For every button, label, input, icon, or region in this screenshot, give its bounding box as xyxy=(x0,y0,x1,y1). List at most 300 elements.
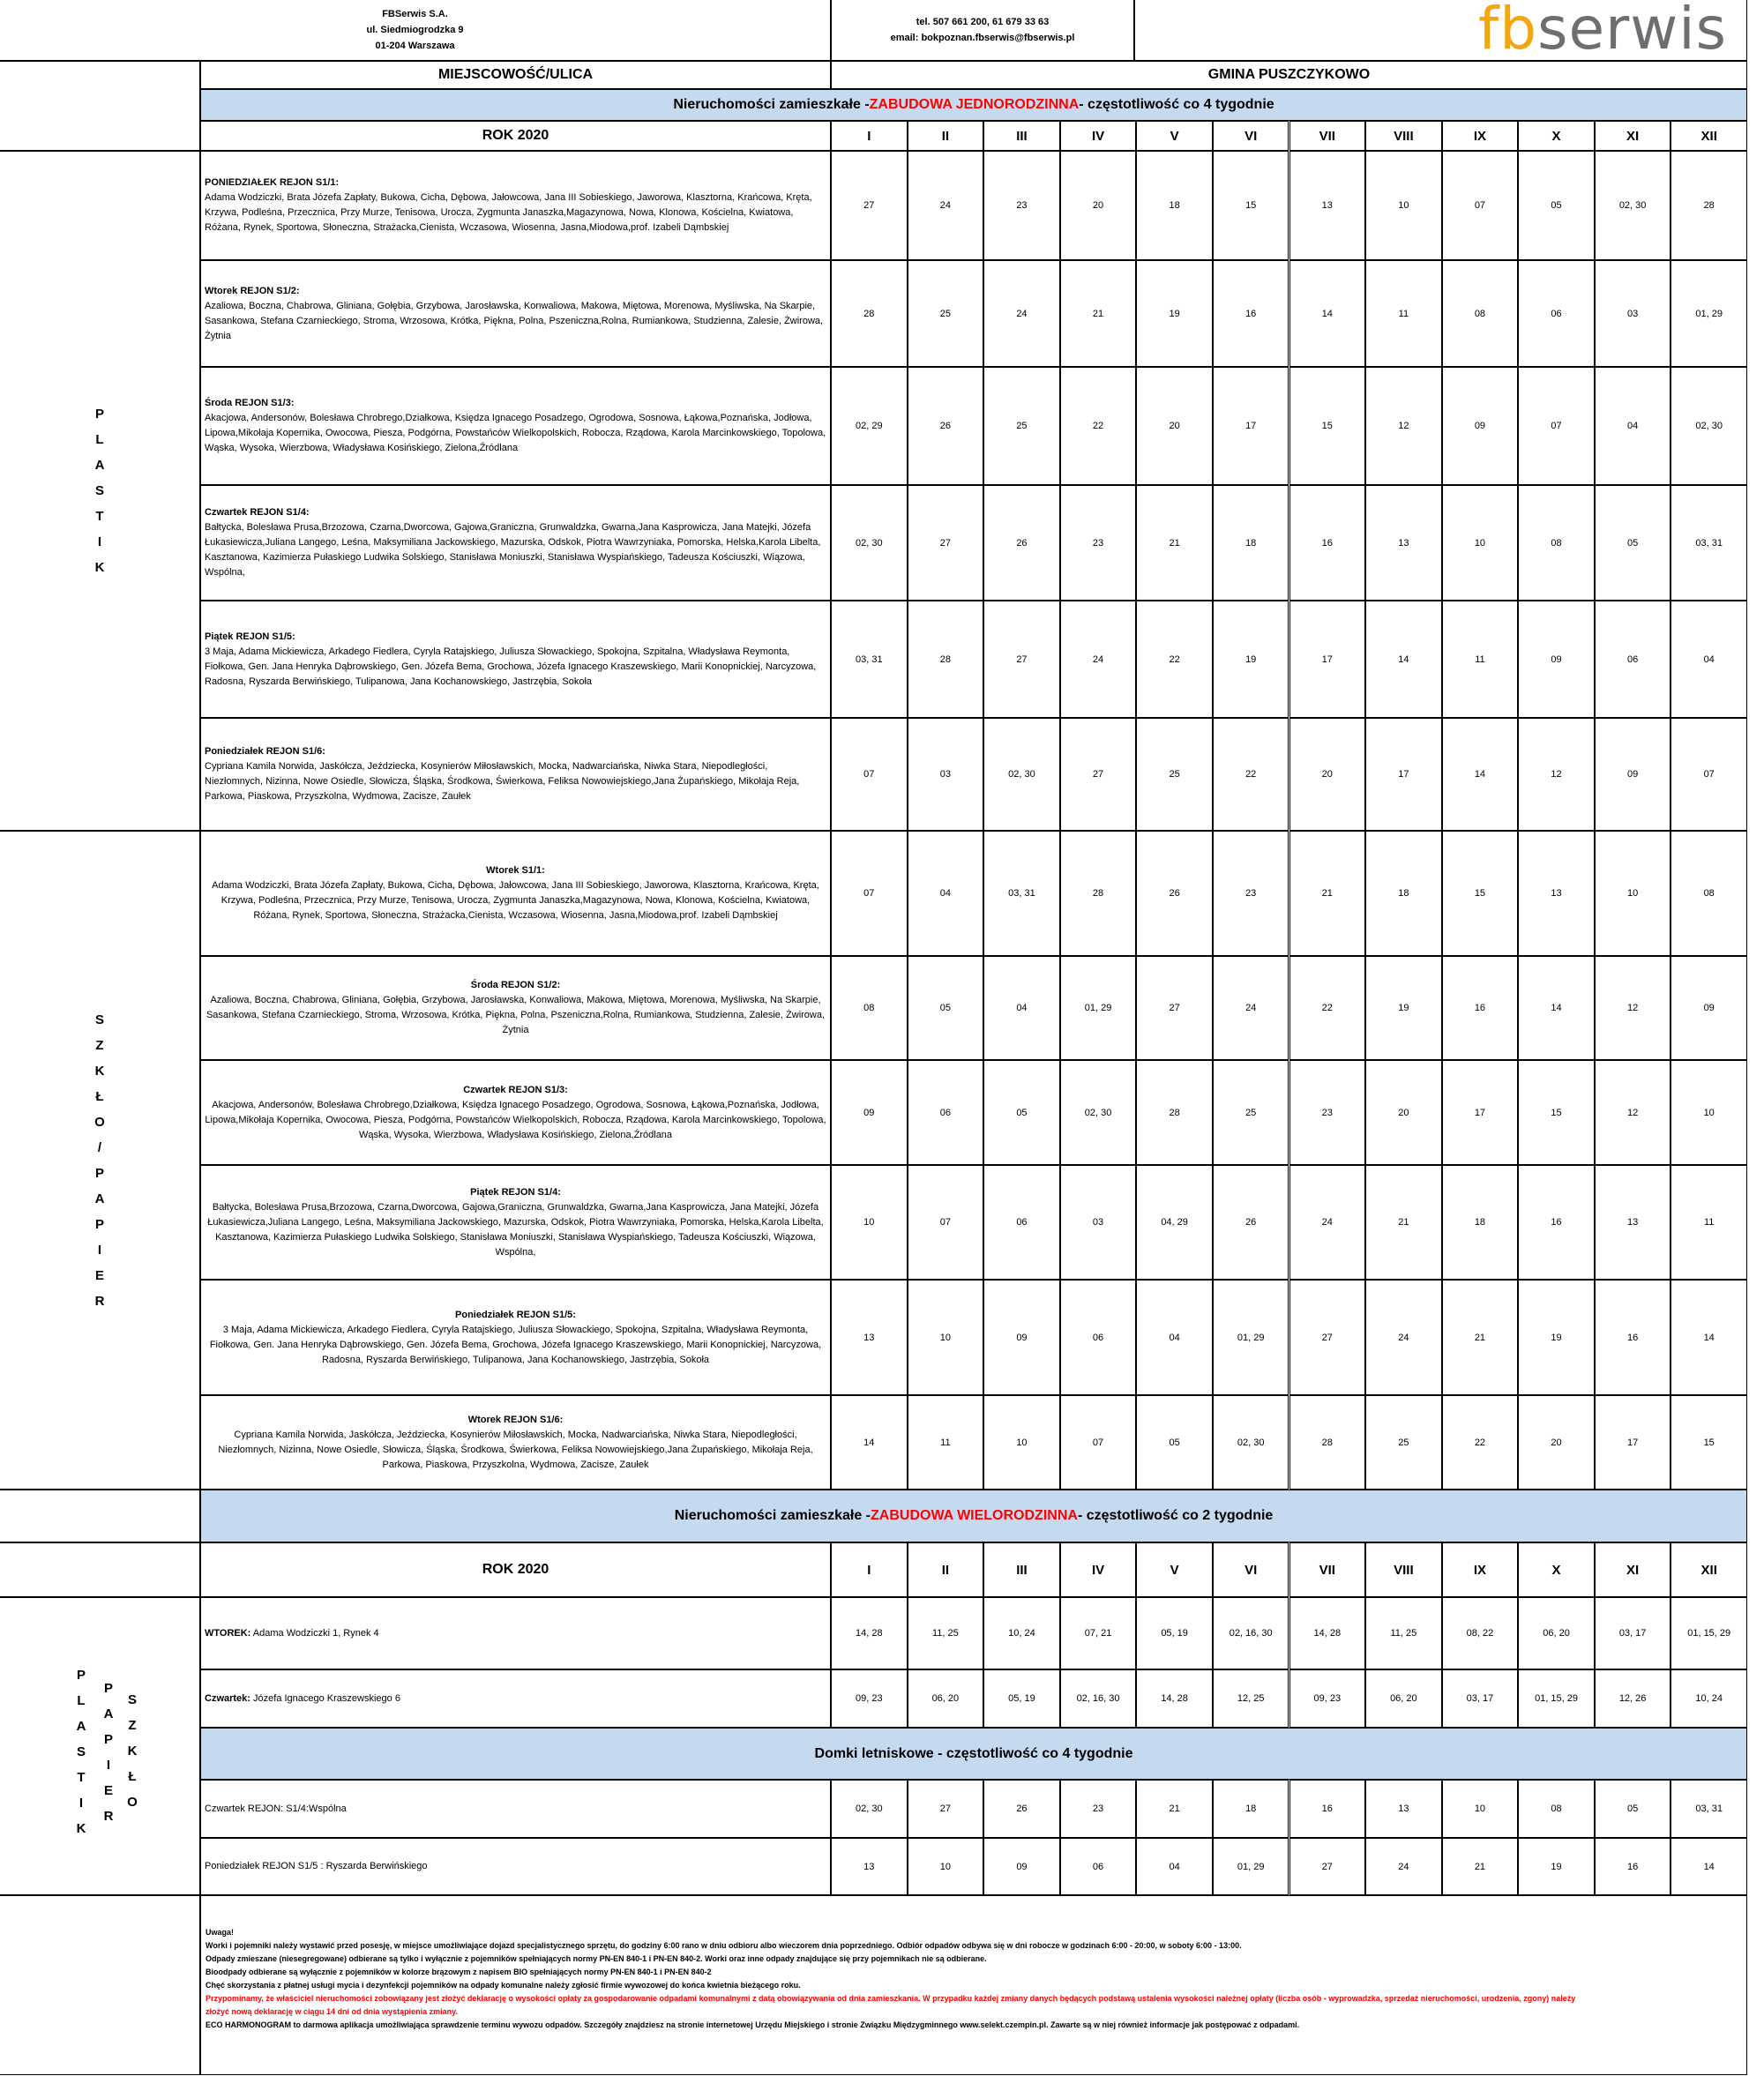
date-cell xyxy=(1365,151,1442,260)
date-cell xyxy=(1136,1060,1213,1165)
date-value: 16 xyxy=(1321,537,1333,549)
date-cell xyxy=(1365,956,1442,1060)
szklo-row-5-description xyxy=(201,1308,830,1368)
date-cell xyxy=(1595,1597,1671,1669)
date-value: 23 xyxy=(1092,537,1104,549)
company-info-cell xyxy=(0,0,831,61)
date-value: 20 xyxy=(1169,421,1180,431)
group-letter: P xyxy=(103,1732,113,1747)
group-letter: R xyxy=(103,1809,114,1824)
section1-title-text-b: - częstotliwość co 4 tygodnie xyxy=(1079,97,1274,112)
date-value: 06, 20 xyxy=(1390,1693,1417,1704)
plastik-letter: S xyxy=(94,483,104,498)
date-cell xyxy=(983,1060,1060,1165)
plastik-letter: P xyxy=(94,407,104,422)
h1-year-label: ROK 2020 xyxy=(482,128,549,143)
month-label: IV xyxy=(1091,1562,1105,1578)
date-value: 21 xyxy=(1169,537,1180,549)
date-value: 09 xyxy=(1474,421,1486,431)
szklo-row-3-streets-cell xyxy=(200,1060,831,1165)
szklo-letter: R xyxy=(94,1293,105,1309)
date-value: 03, 31 xyxy=(1695,537,1723,549)
section1-title xyxy=(200,89,1747,121)
date-value: 10 xyxy=(939,1332,951,1343)
date-cell xyxy=(1289,718,1366,831)
date-value: 21 xyxy=(1398,1217,1409,1228)
date-cell xyxy=(1595,1165,1671,1280)
date-cell xyxy=(1365,1669,1442,1728)
szklo-letter: Z xyxy=(95,1037,104,1053)
region-title: Czwartek REJON S1/4: xyxy=(205,507,310,518)
date-cell xyxy=(1060,367,1137,485)
date-value: 20 xyxy=(1398,1107,1409,1118)
date-value: 21 xyxy=(1474,1861,1486,1872)
h2-month-10 xyxy=(1518,1542,1595,1597)
date-cell xyxy=(1060,718,1137,831)
date-cell xyxy=(1671,1060,1747,1165)
month-label: IV xyxy=(1091,128,1105,144)
date-value: 14 xyxy=(1551,1003,1562,1013)
szklo-row-6-streets-cell xyxy=(200,1395,831,1490)
szklo-letter: Ł xyxy=(95,1088,104,1104)
company-city: 01-204 Warszawa xyxy=(375,41,455,51)
notes-red-line: Przypominamy, że właściciel nieruchomości zobowiązany jest złożyć deklarację o wysokości opłaty za gospodarowanie odpadami komunalnymi z datą obowiązywania od dnia zamieszkania. W przypadku każdej zmiany danych będących podstawą ustalenia wysokości należnej opłaty (liczba osób - wyprowadzka, sprzedaż nieruchomości, urodzenia, zgony) należy xyxy=(206,1994,1576,2003)
section2-title-text-b: - częstotliwość co 2 tygodnie xyxy=(1077,1508,1274,1523)
date-value: 06 xyxy=(1092,1861,1104,1872)
notes-cell xyxy=(200,1895,1747,2075)
szklo-row-4-streets-cell xyxy=(200,1165,831,1280)
date-cell xyxy=(831,1780,908,1838)
date-cell xyxy=(1518,956,1595,1060)
date-value: 17 xyxy=(1474,1107,1486,1118)
region-streets: Akacjowa, Andersonów, Bolesława Chrobrego,Działkowa, Księdza Ignacego Posadzego, Ogrodowa, Sosnowa, Łąkowa,Poznańska, Jodłowa, Lipowa,Mikołaja Kopernika, Owocowa, Piesza, Podgórna, Powstańców Wielkopolskich, Robocza, Rządowa, Karola Marcinkowskiego, Topolowa, Wąska, Wysoka, Wierzbowa, Władysława Kosińskiego, Zielona,Źródlana xyxy=(205,1099,826,1140)
date-cell xyxy=(908,151,984,260)
date-value: 05 xyxy=(1626,1803,1639,1814)
date-cell xyxy=(1060,151,1137,260)
date-cell xyxy=(983,1838,1060,1895)
group-letter: Z xyxy=(128,1718,137,1733)
date-cell xyxy=(1289,367,1366,485)
h2-month-2 xyxy=(908,1542,984,1597)
fbserwis-logo xyxy=(1478,0,1727,63)
date-cell xyxy=(1671,1838,1747,1895)
date-value: 26 xyxy=(1245,1217,1257,1228)
date-value: 25 xyxy=(1016,421,1028,431)
date-value: 02, 16, 30 xyxy=(1229,1628,1273,1639)
date-value: 05 xyxy=(939,1003,951,1013)
region-title: Poniedziałek REJON S1/6: xyxy=(205,746,325,757)
date-value: 12, 26 xyxy=(1618,1693,1647,1704)
date-cell xyxy=(1518,1165,1595,1280)
notes-body xyxy=(201,1926,1745,2032)
date-value: 09 xyxy=(1703,1003,1715,1013)
h1-month-9 xyxy=(1442,121,1519,151)
date-cell xyxy=(1289,1780,1366,1838)
date-value: 20 xyxy=(1092,200,1104,211)
date-value: 10 xyxy=(1626,888,1639,899)
date-value: 04, 29 xyxy=(1161,1217,1188,1228)
date-cell xyxy=(1136,1838,1213,1895)
date-cell xyxy=(831,1280,908,1395)
group-letter: S xyxy=(76,1744,86,1759)
date-value: 18 xyxy=(1398,888,1409,899)
date-cell xyxy=(831,1395,908,1490)
date-cell xyxy=(1136,485,1213,601)
date-value: 21 xyxy=(1092,308,1104,319)
date-value: 24 xyxy=(939,200,951,211)
notes-line: Odpady zmieszane (niesegregowane) odbierane są tylko i wyłącznie z pojemników spełniających normy PN-EN 840-1 i PN-EN 840-2. Worki oraz inne odpady znajdujące się przy pojemnikach nie są odbierane. xyxy=(206,1954,987,1963)
region-streets: Adama Wodziczki, Brata Józefa Zapłaty, Bukowa, Cicha, Dębowa, Jałowcowa, Jana III Sobieskiego, Jaworowa, Klasztorna, Krańcowa, Kręta, Krzywa, Podleśna, Przecznica, Przy Murze, Tenisowa, Urocza, Zygmunta Janaszka,Magazynowa, Nowa, Klonowa, Kościelna, Kwiatowa, Różana, Rynek, Sportowa, Słoneczna, Strażacka,Cienista, Wczasowa, Wiosenna, Jasna,Miodowa,prof. Izabeli Dąmbskiej xyxy=(212,880,819,921)
date-cell xyxy=(1442,601,1519,718)
date-cell xyxy=(1442,151,1519,260)
date-value: 28 xyxy=(1169,1107,1180,1118)
date-cell xyxy=(1365,831,1442,956)
date-cell xyxy=(1213,1060,1289,1165)
date-cell xyxy=(908,831,984,956)
region-streets: 3 Maja, Adama Mickiewicza, Arkadego Fiedlera, Cyryla Ratajskiego, Juliusza Słowackiego, Spokojna, Szpitalna, Władysława Reymonta, Fiołkowa, Gen. Jana Henryka Dąbrowskiego, Gen. Józefa Bema, Grochowa, Józefa Ignacego Kraszewskiego, Marii Konopnickiej, Narcyzowa, Radosna, Ryszarda Berwińskiego, Tulipanowa, Jana Kochanowskiego, Jastrzębia, Sokoła xyxy=(205,646,817,687)
date-value: 06 xyxy=(939,1107,951,1118)
date-cell xyxy=(1213,956,1289,1060)
date-cell xyxy=(1213,718,1289,831)
date-cell xyxy=(1365,1838,1442,1895)
date-cell xyxy=(1442,1280,1519,1395)
plastik-group-label xyxy=(95,401,105,580)
date-value: 08, 22 xyxy=(1466,1628,1494,1639)
date-cell xyxy=(1289,601,1366,718)
month-label: V xyxy=(1170,1562,1179,1578)
group-letter: S xyxy=(127,1692,137,1707)
date-value: 26 xyxy=(1016,1803,1028,1814)
month-label: VI xyxy=(1245,128,1258,144)
multi-row-streets: Adama Wodziczki 1, Rynek 4 xyxy=(250,1627,379,1639)
date-value: 09, 23 xyxy=(1313,1693,1342,1704)
date-value: 24 xyxy=(1016,308,1028,319)
date-value: 19 xyxy=(1551,1861,1562,1872)
date-value: 12 xyxy=(1626,1003,1639,1013)
date-value: 12, 25 xyxy=(1237,1693,1265,1704)
multi-row-description xyxy=(201,1626,383,1641)
date-value: 06, 20 xyxy=(1543,1628,1570,1639)
date-value: 11, 25 xyxy=(931,1628,959,1639)
date-cell xyxy=(983,1780,1060,1838)
date-cell xyxy=(983,260,1060,367)
region-title: Środa REJON S1/3: xyxy=(205,398,295,408)
h1-year-cell xyxy=(200,121,831,151)
logo-serwis-text: serwis xyxy=(1537,0,1727,63)
month-label: VI xyxy=(1245,1562,1258,1578)
plastik-row-6-streets-cell xyxy=(200,718,831,831)
date-value: 08 xyxy=(1551,537,1562,549)
szklo-letter: P xyxy=(94,1165,104,1181)
month-label: XII xyxy=(1700,128,1717,144)
date-value: 28 xyxy=(863,308,875,319)
date-cell xyxy=(1060,1838,1137,1895)
date-value: 02, 29 xyxy=(855,421,883,431)
date-value: 01, 29 xyxy=(1084,1003,1112,1013)
date-cell xyxy=(1595,1838,1671,1895)
date-value: 23 xyxy=(1245,888,1257,899)
date-cell xyxy=(1213,1165,1289,1280)
group-letter: Ł xyxy=(128,1769,137,1784)
date-cell xyxy=(1289,1395,1366,1490)
date-value: 26 xyxy=(939,421,951,431)
date-value: 01, 15, 29 xyxy=(1687,1628,1731,1639)
date-cell xyxy=(1136,1597,1213,1669)
region-streets: Azaliowa, Boczna, Chabrowa, Gliniana, Gołębia, Grzybowa, Jarosławska, Konwaliowa, Makowa, Miętowa, Morenowa, Myśliwska, Na Skarpie, Sasankowa, Stefana Czarnieckiego, Stroma, Wrzosowa, Krótka, Piękna, Polna, Pszeniczna,Rolna, Rumiankowa, Studzienna, Zalesie, Żwirowa, Żytnia xyxy=(206,995,826,1035)
date-cell xyxy=(1365,1060,1442,1165)
date-cell xyxy=(983,1395,1060,1490)
date-value: 06 xyxy=(1016,1217,1028,1228)
date-value: 10 xyxy=(1703,1107,1715,1118)
date-cell xyxy=(1365,601,1442,718)
date-value: 15 xyxy=(1321,421,1333,431)
month-label: VIII xyxy=(1394,128,1414,144)
notes-line: Chęć skorzystania z płatnej usługi mycia i dezynfekcji pojemników na odpady komunalne należy zgłosić firmie wywozowej do końca kwietnia bieżącego roku. xyxy=(206,1981,801,1990)
szklo-row-1-description xyxy=(201,863,830,923)
date-cell xyxy=(1060,601,1137,718)
date-cell xyxy=(1289,151,1366,260)
group-letter: E xyxy=(103,1783,113,1798)
date-value: 02, 30 xyxy=(1237,1437,1265,1448)
date-value: 24 xyxy=(1398,1332,1409,1343)
section3-title xyxy=(200,1728,1747,1780)
date-value: 12 xyxy=(1626,1107,1639,1118)
date-cell xyxy=(1213,1280,1289,1395)
date-value: 04 xyxy=(939,888,951,899)
h1-month-8 xyxy=(1365,121,1442,151)
date-cell xyxy=(1213,485,1289,601)
date-value: 05 xyxy=(1626,537,1639,549)
month-label: XI xyxy=(1626,128,1640,144)
date-value: 03, 17 xyxy=(1618,1628,1647,1639)
date-value: 27 xyxy=(863,200,875,211)
company-street: ul. Siedmiogrodzka 9 xyxy=(366,25,464,35)
date-cell xyxy=(831,718,908,831)
month-label: II xyxy=(941,1562,950,1578)
date-cell xyxy=(1595,367,1671,485)
plastik-group-cell xyxy=(0,151,200,831)
date-cell xyxy=(1595,260,1671,367)
date-value: 14 xyxy=(1474,769,1486,780)
date-value: 01, 29 xyxy=(1237,1332,1265,1343)
date-value: 14 xyxy=(1703,1861,1715,1872)
date-value: 08 xyxy=(863,1003,875,1013)
date-value: 11 xyxy=(1703,1217,1715,1228)
date-value: 08 xyxy=(1551,1803,1562,1814)
szklo-letter: O xyxy=(94,1114,105,1130)
date-cell xyxy=(983,485,1060,601)
date-cell xyxy=(1442,367,1519,485)
h1-month-2 xyxy=(908,121,984,151)
h1-month-4 xyxy=(1060,121,1137,151)
section2-title-text-red: ZABUDOWA WIELORODZINNA xyxy=(871,1508,1078,1523)
date-value: 07, 21 xyxy=(1084,1628,1112,1639)
date-cell xyxy=(1671,956,1747,1060)
group-letter: I xyxy=(106,1758,111,1773)
date-cell xyxy=(1518,1597,1595,1669)
date-cell xyxy=(1289,1280,1366,1395)
date-value: 22 xyxy=(1474,1437,1486,1448)
region-title: Poniedziałek REJON S1/5: xyxy=(455,1309,576,1320)
date-value: 12 xyxy=(1398,421,1409,431)
date-cell xyxy=(1518,1395,1595,1490)
region-streets: Bałtycka, Bolesława Prusa,Brzozowa, Czarna,Dworcowa, Gajowa,Graniczna, Grunwaldzka, Gwarna,Jana Kasprowicza, Jana Matejki, Józefa Łukasiewicza,Juliana Langego, Leśna, Maksymiliana Jackowskiego, Mazurska, Odskok, Piotra Wawrzyniaka, Pomorska, Helska,Karola Libelta, Kasztanowa, Kazimierza Pułaskiego Ludwika Solskiego, Stanisława Moniuszki, Stanisława Wyspiańskiego, Tadeusza Kościuszki, Wiązowa, Wspólna, xyxy=(205,522,821,578)
date-value: 15 xyxy=(1703,1437,1715,1448)
multi-row-1-cell xyxy=(200,1597,831,1669)
date-value: 14, 28 xyxy=(1313,1628,1342,1639)
date-cell xyxy=(908,601,984,718)
region-streets: Azaliowa, Boczna, Chabrowa, Gliniana, Gołębia, Grzybowa, Jarosławska, Konwaliowa, Makowa, Miętowa, Morenowa, Myśliwska, Na Skarpie, Sasankowa, Stefana Czarnieckiego, Stroma, Wrzosowa, Krótka, Piękna, Polna, Pszeniczna,Rolna, Rumiankowa, Studzienna, Zalesie, Żwirowa, Żytnia xyxy=(205,300,824,341)
date-cell xyxy=(1595,1669,1671,1728)
date-cell xyxy=(1289,1060,1366,1165)
date-value: 19 xyxy=(1169,308,1180,319)
date-cell xyxy=(908,1838,984,1895)
plastik-row-4-streets-cell xyxy=(200,485,831,601)
date-cell xyxy=(1289,485,1366,601)
summer-row-label: Czwartek REJON: S1/4:Wspólna xyxy=(205,1803,347,1814)
date-cell xyxy=(831,1165,908,1280)
plastik-row-5-streets-cell xyxy=(200,601,831,718)
date-value: 21 xyxy=(1169,1803,1180,1814)
szklo-row-6-description xyxy=(201,1413,830,1473)
date-cell xyxy=(1671,260,1747,367)
summer-row-label: Poniedziałek REJON S1/5 : Ryszarda Berwińskiego xyxy=(205,1861,428,1871)
plastik-row-2-streets-cell xyxy=(200,260,831,367)
date-cell xyxy=(983,1280,1060,1395)
plastik-row-3-description xyxy=(201,396,830,456)
date-cell xyxy=(908,1395,984,1490)
date-cell xyxy=(1518,831,1595,956)
date-cell xyxy=(1442,718,1519,831)
region-streets: Akacjowa, Andersonów, Bolesława Chrobrego,Działkowa, Księdza Ignacego Posadzego, Ogrodowa, Sosnowa, Łąkowa,Poznańska, Jodłowa, Lipowa,Mikołaja Kopernika, Owocowa, Piesza, Podgórna, Powstańców Wielkopolskich, Robocza, Rządowa, Karola Marcinkowskiego, Topolowa, Wąska, Wysoka, Wierzbowa, Władysława Kosińskiego, Zielona,Źródlana xyxy=(205,413,826,453)
section2-title-text-a: Nieruchomości zamieszkałe - xyxy=(674,1508,871,1523)
date-cell xyxy=(1289,956,1366,1060)
multi-row-2-cell xyxy=(200,1669,831,1728)
gmina-name: GMINA PUSZCZYKOWO xyxy=(1207,67,1371,82)
date-cell xyxy=(1060,260,1137,367)
szklo-letter: K xyxy=(94,1063,105,1079)
month-label: I xyxy=(867,128,871,144)
date-value: 21 xyxy=(1321,888,1333,899)
section1-title-text-red: ZABUDOWA JEDNORODZINNA xyxy=(869,97,1080,112)
date-value: 24 xyxy=(1092,653,1104,665)
group-letter: K xyxy=(76,1821,86,1836)
date-value: 18 xyxy=(1169,200,1180,211)
date-cell xyxy=(1671,485,1747,601)
date-cell xyxy=(1060,831,1137,956)
date-value: 16 xyxy=(1474,1003,1486,1013)
date-value: 19 xyxy=(1551,1332,1562,1343)
szklo-letter: E xyxy=(94,1267,104,1283)
date-value: 19 xyxy=(1398,1003,1409,1013)
date-cell xyxy=(1595,151,1671,260)
date-cell xyxy=(1365,1165,1442,1280)
date-cell xyxy=(1365,1780,1442,1838)
date-value: 26 xyxy=(1169,888,1180,899)
date-value: 09 xyxy=(1016,1861,1028,1872)
h2-month-5 xyxy=(1136,1542,1213,1597)
date-cell xyxy=(1671,151,1747,260)
date-cell xyxy=(1595,718,1671,831)
date-cell xyxy=(1213,601,1289,718)
date-cell xyxy=(1671,1280,1747,1395)
date-cell xyxy=(1136,1395,1213,1490)
date-cell xyxy=(908,1669,984,1728)
date-value: 24 xyxy=(1321,1217,1333,1228)
date-cell xyxy=(983,367,1060,485)
multi-group-cell xyxy=(0,1597,200,1895)
date-value: 23 xyxy=(1016,200,1028,211)
date-value: 11, 25 xyxy=(1390,1628,1417,1639)
date-cell xyxy=(1671,1597,1747,1669)
date-value: 17 xyxy=(1321,653,1333,665)
plastik-letter: T xyxy=(95,509,104,524)
region-streets: Cypriana Kamila Norwida, Jaskółcza, Jeździecka, Kosynierów Miłosławskich, Mocka, Nadwarciańska, Niwka Stara, Niepodległości, Niezłomnych, Nizinna, Nowe Osiedle, Słowicza, Śląska, Środkowa, Świerkowa, Feliksa Nowowiejskiego,Jana Żupańskiego, Mikołaja Reja, Parkowa, Piaskowa, Przyszkolna, Wydmowa, Zacisze, Zaułek xyxy=(218,1429,813,1470)
notes-line: Worki i pojemniki należy wystawić przed posesję, w miejsce umożliwiające dojazd specjalistycznego sprzętu, do godziny 6:00 rano w dniu odbioru albo wieczorem dnia poprzedniego. Odbiór odpadów odbywa się w dni robocze w godzinach 6:00 - 20:00, w soboty 6:00 - 13:00. xyxy=(206,1941,1242,1950)
date-value: 04 xyxy=(1169,1861,1180,1872)
date-value: 22 xyxy=(1321,1003,1333,1013)
date-cell xyxy=(1213,831,1289,956)
date-value: 11 xyxy=(1475,653,1485,665)
date-value: 17 xyxy=(1245,421,1257,431)
contact-cell xyxy=(831,0,1134,61)
company-name: FBSerwis S.A. xyxy=(382,9,448,19)
date-cell xyxy=(1595,1060,1671,1165)
date-value: 12 xyxy=(1551,769,1562,780)
date-value: 05, 19 xyxy=(1008,1693,1035,1704)
date-value: 28 xyxy=(1703,200,1715,211)
date-cell xyxy=(983,718,1060,831)
date-cell xyxy=(1213,1838,1289,1895)
szklo-papier-group-label xyxy=(94,1007,105,1314)
date-cell xyxy=(1060,1597,1137,1669)
summer-row-2-cell xyxy=(200,1838,831,1895)
date-value: 16 xyxy=(1626,1332,1639,1343)
date-value: 16 xyxy=(1626,1861,1639,1872)
h1-month-6 xyxy=(1213,121,1289,151)
month-label: III xyxy=(1016,128,1028,144)
month-label: I xyxy=(867,1562,871,1578)
date-value: 15 xyxy=(1245,200,1257,211)
date-value: 27 xyxy=(939,537,951,549)
plastik-row-6-description xyxy=(201,744,830,804)
notes-last-line: ECO HARMONOGRAM to darmowa aplikacja umożliwiająca sprawdzenie terminu wywozu odpadów. Szczegóły znajdziesz na stronie internetowej Urzędu Miejskiego i stronie Związku Międzygminnego www.selekt.czempin.pl. Zawarte są w niej również informacje jak postępować z odpadami. xyxy=(206,2020,1300,2029)
szklo-row-2-description xyxy=(201,978,830,1038)
gmina-cell xyxy=(831,61,1747,89)
region-title: Czwartek REJON S1/3: xyxy=(463,1084,568,1095)
section3-title-text: Domki letniskowe - częstotliwość co 4 tygodnie xyxy=(814,1745,1133,1761)
date-cell xyxy=(1060,485,1137,601)
date-value: 27 xyxy=(1321,1332,1333,1343)
region-streets: Adama Wodziczki, Brata Józefa Zapłaty, Bukowa, Cicha, Dębowa, Jałowcowa, Jana III Sobieskiego, Jaworowa, Klasztorna, Krańcowa, Kręta, Krzywa, Podleśna, Przecznica, Przy Murze, Tenisowa, Urocza, Zygmunta Janaszka,Magazynowa, Nowa, Klonowa, Kościelna, Kwiatowa, Różana, Rynek, Sportowa, Słoneczna, Strażacka,Cienista, Wczasowa, Wiosenna, Jasna,Miodowa,prof. Izabeli Dąmbskiej xyxy=(205,192,812,233)
date-value: 17 xyxy=(1398,769,1409,780)
date-value: 10 xyxy=(1474,1803,1486,1814)
date-cell xyxy=(1518,260,1595,367)
date-value: 24 xyxy=(1245,1003,1257,1013)
multi-row-description xyxy=(201,1691,404,1706)
date-cell xyxy=(1213,151,1289,260)
region-title: Piątek REJON S1/5: xyxy=(205,631,295,642)
date-value: 03 xyxy=(1626,308,1639,319)
date-cell xyxy=(908,718,984,831)
date-cell xyxy=(1136,151,1213,260)
date-cell xyxy=(1136,367,1213,485)
date-cell xyxy=(908,1165,984,1280)
date-cell xyxy=(1136,601,1213,718)
date-value: 18 xyxy=(1474,1217,1486,1228)
date-cell xyxy=(831,831,908,956)
date-cell xyxy=(1671,718,1747,831)
